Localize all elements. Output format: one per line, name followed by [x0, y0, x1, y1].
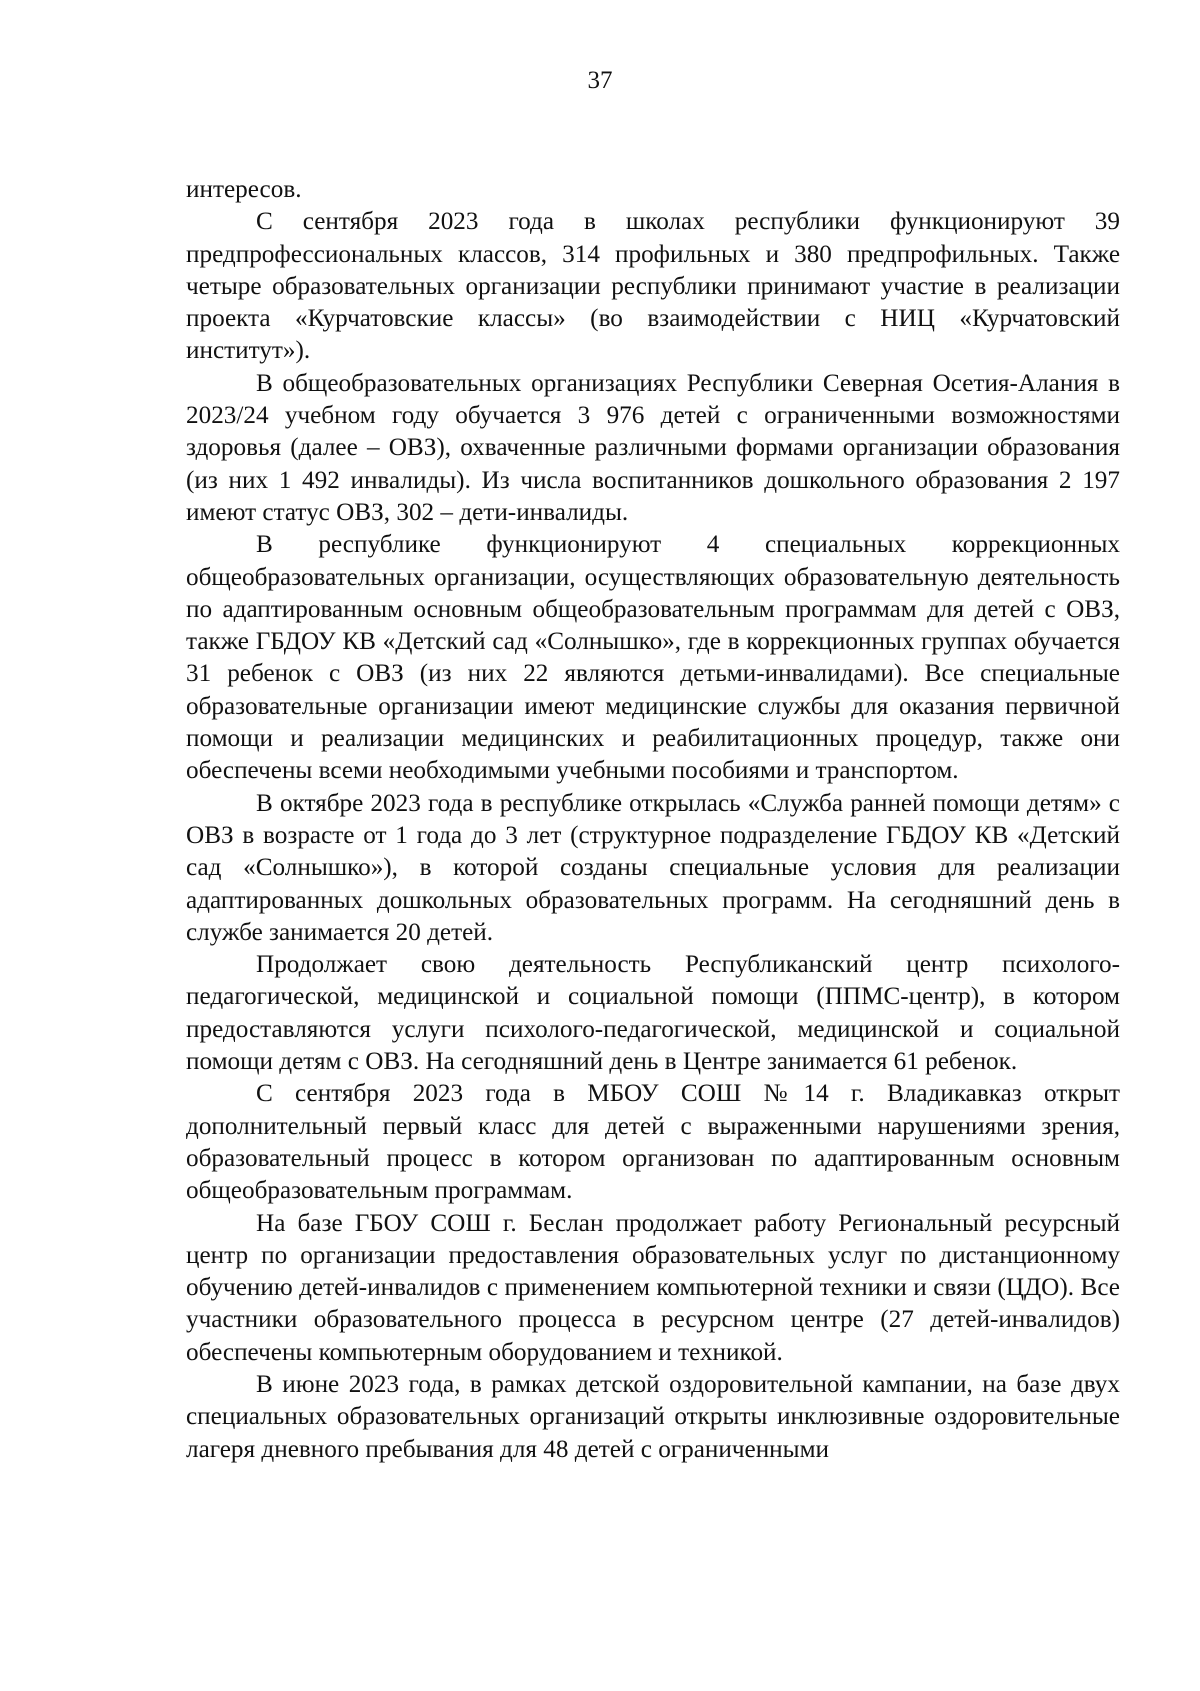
- paragraph-school-14: С сентября 2023 года в МБОУ СОШ №14 г. Владикавказ открыт дополнительный первый класс для детей с выраженными нарушениями зрения, образовательный процесс в котором организован по адаптированным основным общеобразовательным программам.: [186, 1080, 1120, 1205]
- paragraph-special-schools: В республике функционируют 4 специальных коррекционных общеобразовательных организации, осуществляющих образовательную деятельность по адаптированным основным общеобразовательным программам для детей с ОВЗ, также ГБДОУ КВ «Детский сад «Солнышко», где в коррекционных группах обучается 31 ребенок с ОВЗ (из них 22 являются детьми-инвалидами). Все специальные образовательные организации имеют медицинские службы для оказания первичной помощи и реализации медицинских и реабилитационных процедур, также они обеспечены всеми необходимыми учебными пособиями и транспортом.: [186, 531, 1120, 785]
- paragraph-early-help-service: В октябре 2023 года в республике открылась «Служба ранней помощи детям» с ОВЗ в возрасте от 1 года до 3 лет (структурное подразделение ГБДОУ КВ «Детский сад «Солнышко»), в которой созданы специальные условия для реализации адаптированных дошкольных образовательных программ. На сегодняшний день в службе занимается 20 детей.: [186, 789, 1120, 946]
- paragraph-continuation: интересов.: [186, 176, 302, 203]
- page-number: 37: [587, 67, 613, 94]
- paragraph-ovz-statistics: В общеобразовательных организациях Республики Северная Осетия-Алания в 2023/24 учебном году обучается 3 976 детей с ограниченными возможностями здоровья (далее – ОВЗ), охваченные различными формами организации образования (из них 1 492 инвалиды). Из числа воспитанников дошкольного образования 2 197 имеют статус ОВЗ, 302 – дети-инвалиды.: [186, 369, 1120, 526]
- paragraph-distance-learning-center: На базе ГБОУ СОШ г. Беслан продолжает работу Региональный ресурсный центр по организации предоставления образовательных услуг по дистанционному обучению детей-инвалидов с применением компьютерной техники и связи (ЦДО). Все участники образовательного процесса в ресурсном центре (27 детей-инвалидов) обеспечены компьютерным оборудованием и техникой.: [186, 1209, 1120, 1366]
- paragraph-profile-classes: С сентября 2023 года в школах республики функционируют 39 предпрофессиональных классов, 314 профильных и 380 предпрофильных. Также четыре образовательных организации республики принимают участие в реализации проекта «Курчатовские классы» (во взаимодействии с НИЦ «Курчатовский институт»).: [186, 208, 1120, 365]
- paragraph-ppms-center: Продолжает свою деятельность Республиканский центр психолого-педагогической, медицинской и социальной помощи (ППМС-центр), в котором предоставляются услуги психолого-педагогической, медицинской и социальной помощи детям с ОВЗ. На сегодняшний день в Центре занимается 61 ребенок.: [186, 951, 1120, 1076]
- paragraph-summer-camps: В июне 2023 года, в рамках детской оздоровительной кампании, на базе двух специальных образовательных организаций открыты инклюзивные оздоровительные лагеря дневного пребывания для 48 детей с ограниченными: [186, 1370, 1120, 1463]
- document-body: [186, 174, 1120, 1466]
